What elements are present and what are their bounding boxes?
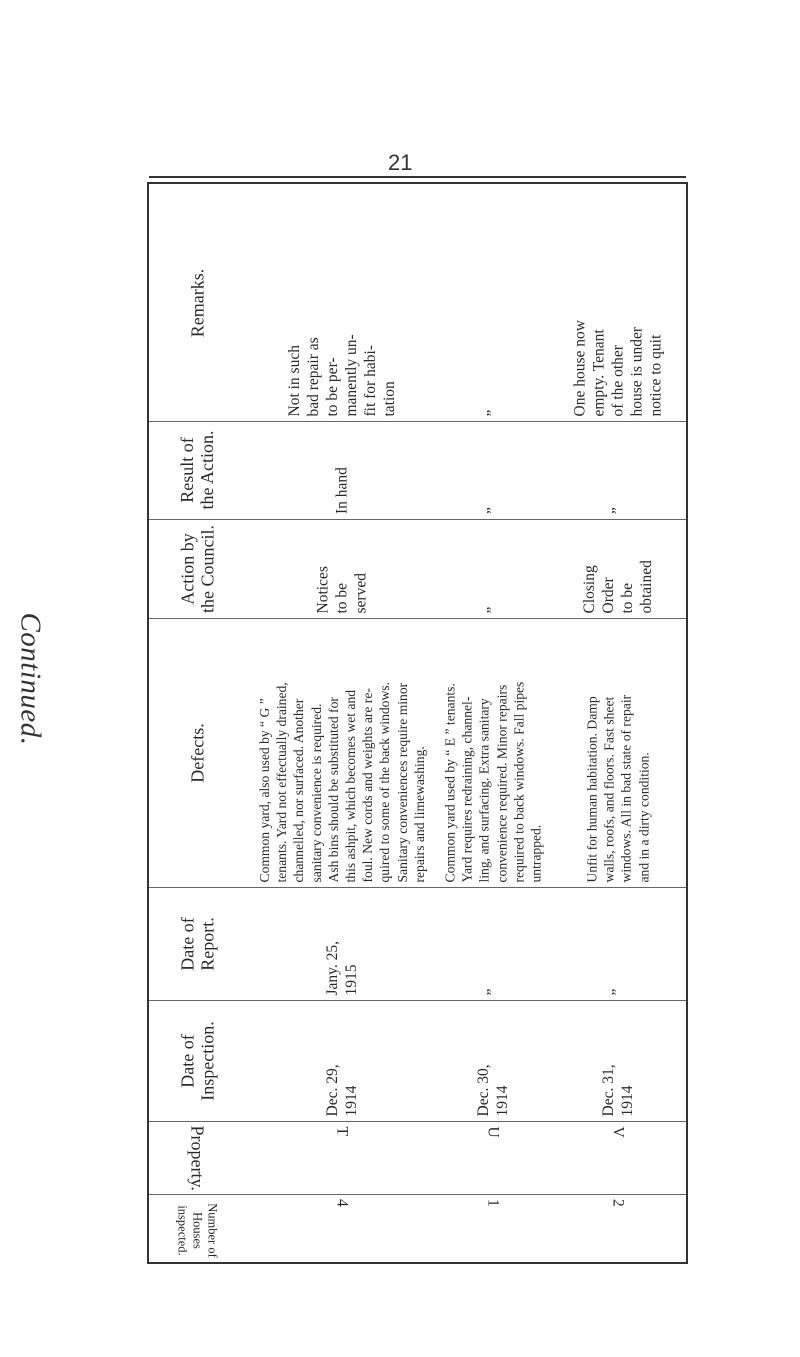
table-top-rule — [149, 176, 686, 178]
cell-action-row1 — [245, 519, 439, 618]
cell-line: 4 — [333, 1199, 351, 1207]
cell-line: notice to quit — [647, 334, 664, 416]
cell-line: ” — [484, 409, 502, 416]
cell-line: house is under — [628, 326, 645, 416]
cell-line: ling, and surfacing. Extra sanitary — [476, 697, 492, 882]
cell-line: repairs and limewashing. — [411, 745, 427, 882]
cell-defects-row3 — [547, 618, 688, 887]
cell-report-text — [323, 892, 361, 995]
cell-line: walls, roofs, and floors. Fast sheet — [601, 696, 617, 882]
cell-defects-text — [441, 623, 544, 882]
cell-property-text — [333, 1126, 352, 1189]
cell-remarks-row3 — [547, 184, 688, 421]
cell-houses-text — [484, 1199, 503, 1261]
cell-line: bad repair as — [305, 336, 322, 416]
cell-action-text — [314, 524, 371, 613]
cell-line: quired to some of the back windows. — [377, 681, 393, 882]
cell-action-text — [580, 524, 656, 613]
cell-line: ” — [484, 606, 502, 613]
cell-property-text — [608, 1126, 627, 1189]
cell-line: Ash bins should be substituted for — [325, 696, 341, 882]
cell-result-text — [608, 426, 627, 514]
cell-line: to be — [618, 582, 636, 613]
cell-houses-row1 — [245, 1194, 439, 1266]
running-title-text: Continued. — [14, 611, 47, 746]
cell-line: of the other — [609, 344, 626, 416]
cell-line: Notices — [314, 565, 332, 613]
cell-property-row3 — [547, 1121, 688, 1194]
cell-result-text — [484, 426, 503, 514]
cell-line: this ashpit, which becomes wet and — [343, 689, 358, 882]
cell-line: obtained — [637, 559, 655, 613]
cell-remarks-row1 — [245, 184, 439, 421]
cell-line: T — [333, 1126, 351, 1136]
cell-remarks-text — [570, 189, 665, 416]
cell-line: required to back windows. Fall pipes — [511, 681, 527, 882]
cell-line: convenience required. Minor repairs — [494, 684, 509, 882]
cell-inspection-row2 — [439, 1000, 547, 1121]
cell-houses-text — [608, 1199, 627, 1261]
cell-line: ” — [609, 507, 626, 514]
running-title — [10, 0, 50, 1357]
cell-line: ” — [484, 988, 502, 995]
header-houses — [149, 1194, 245, 1266]
cell-report-row1 — [245, 887, 439, 1000]
cell-line: Dec. 29, — [324, 1063, 341, 1116]
cell-report-text — [484, 892, 503, 995]
header-action-text: Action by the Council. — [177, 524, 217, 613]
cell-houses-row3 — [547, 1194, 688, 1266]
cell-line: 1914 — [343, 1085, 360, 1116]
cell-line: sanitary convenience is required. — [308, 703, 324, 882]
cell-property-row1 — [245, 1121, 439, 1194]
cell-inspection-text — [474, 1005, 512, 1116]
cell-line: foul. New cords and weights are re- — [360, 687, 376, 882]
cell-line: windows. All in bad state of repair — [618, 694, 634, 882]
cell-line: served — [352, 572, 370, 613]
cell-line: Sanitary conveniences require minor — [394, 682, 410, 882]
cell-line: fit for habi- — [362, 344, 379, 416]
cell-line: In hand — [333, 467, 351, 514]
cell-line: Not in such — [286, 344, 303, 416]
header-defects — [149, 618, 245, 887]
cell-line: One house now — [571, 319, 588, 416]
cell-report-row3 — [547, 887, 688, 1000]
cell-line: ” — [609, 988, 626, 995]
cell-action-row2 — [439, 519, 547, 618]
cell-line: Common yard used by “ E ” tenants. — [442, 682, 458, 882]
header-result — [149, 421, 245, 519]
cell-line: Unfit for human habitation. Damp — [584, 695, 600, 882]
cell-remarks-text — [285, 189, 399, 416]
header-report — [149, 887, 245, 1000]
cell-report-text — [608, 892, 627, 995]
header-action — [149, 519, 245, 618]
cell-line: and in a dirty condition. — [635, 751, 651, 882]
cell-action-text — [484, 524, 503, 613]
header-houses-text: Number of Houses inspected. — [175, 1202, 220, 1258]
cell-line: Dec. 30, — [475, 1063, 492, 1116]
cell-remarks-row2 — [439, 184, 547, 421]
header-property — [149, 1121, 245, 1194]
cell-line: to be — [333, 582, 351, 613]
cell-line: 1915 — [343, 964, 360, 995]
cell-line: ” — [484, 507, 502, 514]
header-remarks-text: Remarks. — [187, 268, 207, 337]
cell-line: U — [484, 1126, 502, 1138]
cell-line: channelled, nor surfaced. Another — [291, 698, 307, 882]
cell-houses-row2 — [439, 1194, 547, 1266]
cell-line: 1914 — [494, 1085, 511, 1116]
cell-line: empty. Tenant — [590, 328, 607, 416]
cell-line: 2 — [609, 1199, 626, 1207]
cell-line: manently un- — [343, 333, 360, 416]
cell-line: V — [609, 1126, 626, 1138]
cell-line: 1914 — [618, 1085, 636, 1116]
cell-line: Yard requires redraining, channel- — [459, 696, 475, 882]
cell-line: Closing — [580, 564, 598, 613]
header-property-text: Property. — [187, 1125, 207, 1191]
header-inspection — [149, 1000, 245, 1121]
cell-result-text — [333, 426, 352, 514]
cell-line: Jany. 25, — [324, 940, 341, 995]
header-remarks — [149, 184, 245, 421]
cell-line: 1 — [484, 1199, 502, 1207]
cell-defects-row1 — [245, 618, 439, 887]
cell-houses-text — [333, 1199, 352, 1261]
cell-line: tation — [381, 380, 398, 416]
cell-property-row2 — [439, 1121, 547, 1194]
cell-line: untrapped. — [528, 824, 544, 882]
cell-result-row2 — [439, 421, 547, 519]
cell-inspection-row1 — [245, 1000, 439, 1121]
page-number: 21 — [388, 150, 413, 175]
cell-defects-text — [256, 623, 428, 882]
cell-line: Common yard, also used by “ G ” — [256, 697, 272, 882]
cell-inspection-row3 — [547, 1000, 688, 1121]
header-inspection-text: Date of Inspection. — [177, 1020, 217, 1101]
cell-line: Order — [599, 576, 617, 613]
cell-defects-text — [583, 623, 652, 882]
cell-line: to be per- — [324, 356, 341, 416]
inspection-table — [147, 182, 688, 1264]
cell-inspection-text — [323, 1005, 361, 1116]
cell-inspection-text — [599, 1005, 637, 1116]
cell-property-text — [484, 1126, 503, 1189]
cell-result-row1 — [245, 421, 439, 519]
cell-line: tenants. Yard not effectually drained, — [274, 681, 290, 882]
cell-defects-row2 — [439, 618, 547, 887]
cell-remarks-text — [484, 189, 503, 416]
cell-result-row3 — [547, 421, 688, 519]
cell-report-row2 — [439, 887, 547, 1000]
header-report-text: Date of Report. — [177, 916, 217, 971]
header-result-text: Result of the Action. — [177, 430, 217, 510]
cell-action-row3 — [547, 519, 688, 618]
header-defects-text: Defects. — [187, 722, 207, 783]
cell-line: Dec. 31, — [599, 1063, 617, 1116]
